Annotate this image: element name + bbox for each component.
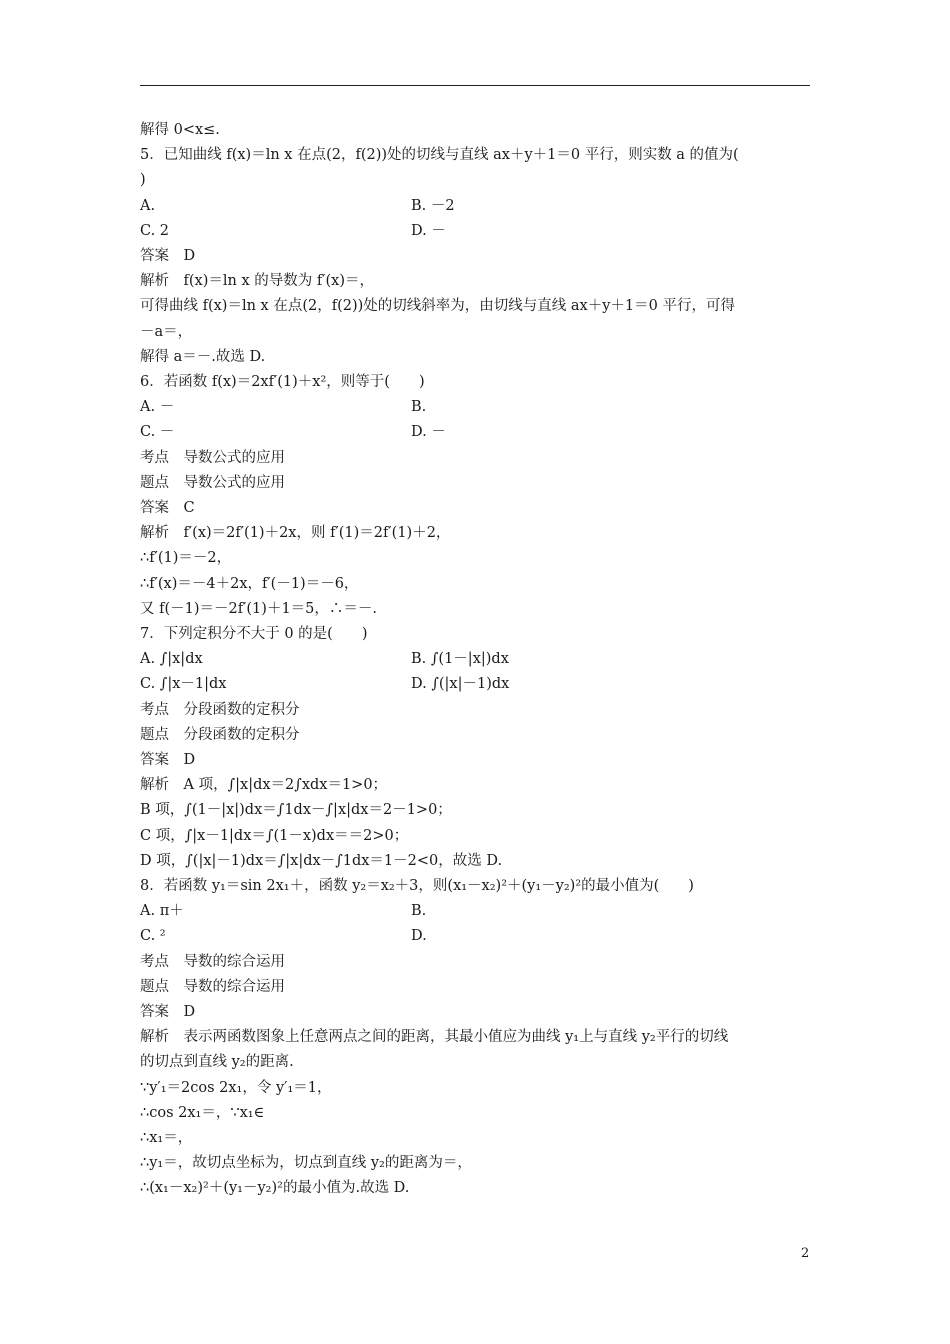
text-line: D 项，∫(|x|－1)dx＝∫|x|dx－∫1dx＝1－2<0，故选 D. [140, 852, 503, 869]
text-line [140, 924, 810, 949]
option-left: C. ² [140, 928, 166, 945]
option-right: B. [411, 903, 427, 920]
option-left: C. ∫|x－1|dx [140, 676, 227, 693]
text-line [140, 672, 810, 697]
text-line: ∴f′(x)＝－4＋2x，f′(－1)＝－6， [140, 575, 359, 592]
text-line [140, 647, 810, 672]
option-left: A. ∫|x|dx [140, 651, 203, 668]
text-line: B 项，∫(1－|x|)dx＝∫1dx－∫|x|dx＝2－1>0； [140, 802, 452, 819]
text-line: －a＝， [140, 323, 193, 340]
option-right: B. [411, 399, 427, 416]
text-line: 答案 D [140, 248, 196, 264]
page-number: 2 [801, 1246, 810, 1261]
header-rule [140, 85, 810, 86]
option-left: C. 2 [140, 222, 170, 239]
text-line: 解析 表示两函数图象上任意两点之间的距离，其最小值应为曲线 y₁上与直线 y₂平行的切线 [140, 1029, 729, 1046]
option-right: D. ∫(|x|－1)dx [411, 676, 510, 693]
option-left: A. － [140, 399, 175, 416]
text-line: 答案 D [140, 1004, 196, 1020]
text-line: 解析 f′(x)＝2f′(1)＋2x，则 f′(1)＝2f′(1)＋2， [140, 525, 451, 542]
text-line: 6．若函数 f(x)＝2xf′(1)＋x²，则等于( ) [140, 374, 425, 390]
text-line: C 项，∫|x－1|dx＝∫(1－x)dx＝＝2>0； [140, 827, 409, 844]
text-line: 7．下列定积分不大于 0 的是( ) [140, 626, 368, 642]
text-line: 题点 导数的综合运用 [140, 978, 285, 995]
text-line: 解得 0<x≤. [140, 122, 220, 138]
text-line: 考点 分段函数的定积分 [140, 701, 300, 718]
text-line: 解得 a＝－.故选 D. [140, 348, 266, 365]
text-line: 8．若函数 y₁＝sin 2x₁＋，函数 y₂＝x₂＋3，则(x₁－x₂)²＋(y₁－y₂)²的最小值为( ) [140, 878, 694, 894]
text-line: ∵y′₁＝2cos 2x₁，令 y′₁＝1， [140, 1079, 332, 1096]
text-line: 答案 D [140, 752, 196, 768]
option-right: D. － [411, 424, 446, 441]
text-line: ∴x₁＝， [140, 1130, 193, 1146]
text-line: 5．已知曲线 f(x)＝ln x 在点(2，f(2))处的切线与直线 ax＋y＋1＝0 平行，则实数 a 的值为( [140, 147, 739, 164]
text-line: 题点 分段函数的定积分 [140, 726, 300, 743]
text-line: 可得曲线 f(x)＝ln x 在点(2，f(2))处的切线斜率为，由切线与直线 ax＋y＋1＝0 平行，可得 [140, 298, 735, 315]
text-line [140, 420, 810, 445]
option-left: A. π＋ [140, 903, 184, 920]
text-line: 答案 C [140, 500, 195, 516]
option-left: A. [140, 197, 156, 214]
option-right: B. －2 [411, 197, 455, 214]
text-line: 的切点到直线 y₂的距离. [140, 1054, 294, 1071]
text-line: 解析 A 项，∫|x|dx＝2∫xdx＝1>0； [140, 777, 388, 794]
option-right: D. － [411, 222, 446, 239]
text-line: 考点 导数公式的应用 [140, 449, 285, 466]
text-line: ) [140, 172, 146, 189]
option-right: D. [411, 928, 427, 945]
text-line [140, 219, 810, 244]
text-line: ∴f′(1)＝－2， [140, 550, 232, 567]
text-line [140, 194, 810, 219]
text-line: 又 f(－1)＝－2f′(1)＋1＝5，∴＝－. [140, 600, 377, 617]
text-line: 解析 f(x)＝ln x 的导数为 f′(x)＝， [140, 273, 374, 290]
text-line: 题点 导数公式的应用 [140, 474, 285, 491]
text-line [140, 899, 810, 924]
text-line: ∴cos 2x₁＝，∵x₁∈ [140, 1104, 265, 1121]
text-line: 考点 导数的综合运用 [140, 953, 285, 970]
option-left: C. － [140, 424, 175, 441]
text-line: ∴(x₁－x₂)²＋(y₁－y₂)²的最小值为.故选 D. [140, 1180, 410, 1197]
option-right: B. ∫(1－|x|)dx [411, 651, 509, 668]
text-line: ∴y₁＝，故切点坐标为，切点到直线 y₂的距离为＝， [140, 1155, 472, 1172]
text-line [140, 395, 810, 420]
